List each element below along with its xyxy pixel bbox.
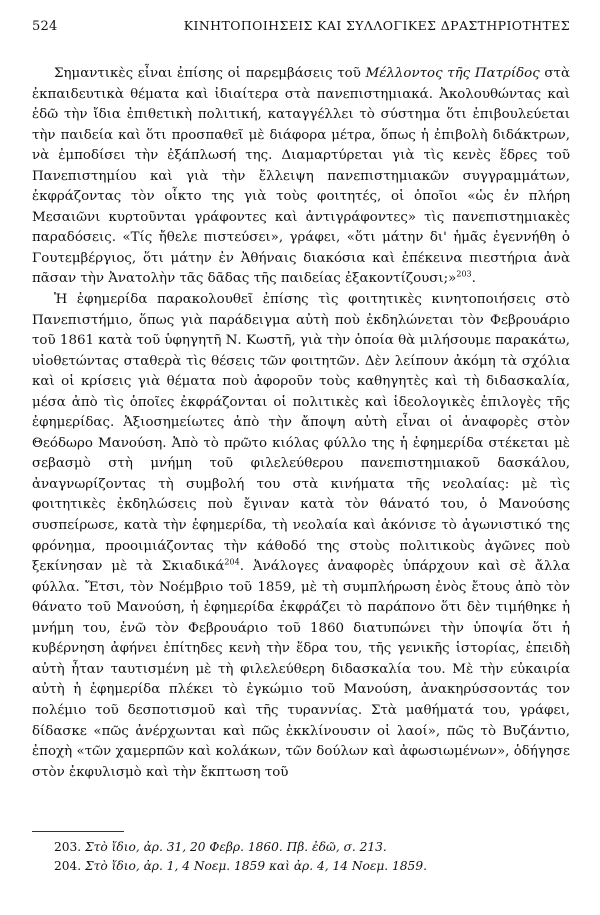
footnote-text: Στὸ ἴδιο, ἀρ. 1, 4 Νοεμ. 1859 καὶ ἀρ. 4, 14 Νοεμ. 1859. <box>85 859 427 873</box>
running-title: ΚΙΝΗΤΟΠΟΙΗΣΕΙΣ ΚΑΙ ΣΥΛΛΟΓΙΚΕΣ ΔΡΑΣΤΗΡΙΟΤΗΤΕΣ <box>183 18 570 33</box>
footnote-number: 203. <box>54 840 82 854</box>
footnote-ref-203: 203 <box>456 270 472 279</box>
footnote-number: 204. <box>54 859 82 873</box>
journal-title: Μέλλοντος τῆς Πατρίδος <box>365 66 540 81</box>
footnote-ref-204: 204 <box>224 557 240 567</box>
paragraph-1-text-c: . <box>471 271 476 287</box>
paragraph-1 <box>32 64 570 290</box>
paragraph-1-text-a: Σημαντικὲς εἶναι ἐπίσης οἱ παρεμβάσεις τοῦ <box>54 66 366 81</box>
footnote-text: Στὸ ἴδιο, ἀρ. 31, 20 Φεβρ. 1860. Πβ. ἐδῶ, σ. 213. <box>85 840 387 854</box>
footnotes <box>32 838 570 876</box>
running-header <box>32 18 570 34</box>
footnote-divider <box>32 831 124 832</box>
paragraph-2 <box>32 290 570 783</box>
footnote-203 <box>32 838 570 857</box>
main-text <box>32 64 570 783</box>
paragraph-1-text-b: στὰ ἐκπαιδευτικὰ θέματα καὶ ἰδιαίτερα στὰ πανεπιστημιακά. Ἀκολουθώντας καὶ ἐδῶ τὴν ἴδια ἐπιθετικὴ πολιτική, καταγγέλλει τὸ σύστημα ὅτι ἐπιβουλεύεται τὴν παιδεία καὶ ὅτι προσπαθεῖ μὲ διάφορα μέτρα, ὅπως ἡ ἐπιβολὴ διδάκτρων, νὰ ἐμποδίσει τὴν ἐξάπλωσή της. Διαμαρτύρεται γιὰ τὶς κενὲς ἕδρες τοῦ Πανεπιστημίου καὶ γιὰ τὴν ἔλλειψη πανεπιστημιακῶν συγγραμμάτων, ἐκφράζοντας τὸν οἶκτο της γιὰ τοὺς φοιτητές, οἱ ὁποῖοι «ὡς ἐν πλήρη Μεσαιῶνι κυρτοῦνται γράφοντες καὶ ἀντιγράφοντες» τὶς πανεπιστημιακὲς παραδόσεις. «Τίς ἤθελε πιστεύσει», γράφει, «ὅτι μάτην δι' ἡμᾶς ἐγεννήθη ὁ Γουτεμβέργιος, ὅτι μάτην ἐν Ἀθήναις διακόσια καὶ ἐπέκεινα πιεστήρια ἀνὰ πᾶσαν τὴν Ἀνατολὴν τᾶς δᾶδας τῆς παιδείας ἐξακοντίζουσι;» <box>32 66 570 287</box>
paragraph-2-text-a: Ἡ ἐφημερίδα παρακολουθεῖ ἐπίσης τὶς φοιτητικὲς κινητοποιήσεις στὸ Πανεπιστήμιο, ὅπως γιὰ παράδειγμα αὐτὴ ποὺ ἐκδηλώνεται τὸν Φεβρουάριο τοῦ 1861 κατὰ τοῦ ὑφηγητῆ Ν. Κωστῆ, γιὰ τὴν ὁποία θὰ μιλήσουμε παρακάτω, υἱοθετώντας σταθερὰ τὶς θέσεις τῶν φοιτητῶν. Δὲν λείπουν ἀκόμη τὰ σχόλια καὶ οἱ κρίσεις γιὰ θέματα ποὺ ἀφοροῦν τοὺς καθηγητὲς καὶ τὴ διδασκαλία, μέσα ἀπὸ τὶς ὁποῖες ἐκφράζονται οἱ πολιτικὲς καὶ ἰδεολογικὲς ἐπιλογὲς τῆς ἐφημερίδας. Ἀξιοσημείωτες ἀπὸ τὴν ἄποψη αὐτὴ εἶναι οἱ ἀναφορὲς στὸν Θεόδωρο Μανούση. Ἀπὸ τὸ πρῶτο κιόλας φύλλο της ἡ ἐφημερίδα στέκεται μὲ σεβασμὸ στὴ μνήμη τοῦ φιλελεύθερου πανεπιστημιακοῦ δασκάλου, ἀναγνωρίζοντας τὴ συμβολή του στὰ κινήματα τῆς νεολαίας: μὲ τὶς φοιτητικὲς ἐκδηλώσεις ποὺ ἔγιναν κατὰ τὸν θάνατό του, ὁ Μανούσης συσπείρωσε, κατὰ τὴν ἐφημερίδα, τὴ νεολαία καὶ ἀκόνισε τὸ ἀγωνιστικό της φρόνημα, προοιμιάζοντας τὴν κάθοδό της στοὺς πολιτικοὺς ἀγῶνες ποὺ ξεκίνησαν μὲ τὰ Σκιαδικά <box>32 292 570 575</box>
page-number: 524 <box>32 19 58 34</box>
footnote-204 <box>32 857 570 876</box>
paragraph-2-text-b: . Ἀνάλογες ἀναφορὲς ὑπάρχουν καὶ σὲ ἄλλα φύλλα. Ἔτσι, τὸν Νοέμβριο τοῦ 1859, μὲ τὴ συμπλήρωση ἑνὸς ἔτους ἀπὸ τὸν θάνατο τοῦ Μανούση, ἡ ἐφημερίδα ἐκφράζει τὸ παράπονο ὅτι δὲν τιμήθηκε ἡ μνήμη του, ἐνῶ τὸν Φεβρουάριο τοῦ 1860 διατυπώνει τὴν ὑποψία ὅτι ἡ κυβέρνηση ἀφήνει ἐπίτηδες κενὴ τὴν ἕδρα του, τῆς γενικῆς ἱστορίας, ἐπειδὴ αὐτὴ ἦταν ταυτισμένη μὲ τὴ φιλελεύθερη διδασκαλία του. Μὲ τὴν εὐκαιρία αὐτὴ ἡ ἐφημερίδα πλέκει τὸ ἐγκώμιο τοῦ Μανούση, ἀνακηρύσσοντάς τον πολέμιο τοῦ δεσποτισμοῦ καὶ τῆς τυραννίας. Στὰ μαθήματά του, γράφει, δίδασκε «πῶς ἀνέρχωνται καὶ πῶς ἐκκλίνουσιν οἱ λαοί», πῶς τὸ Βυζάντιο, ἐποχὴ «τῶν χαμερπῶν καὶ κολάκων, τῶν δούλων καὶ ἀφωσιωμένων», ὁδήγησε στὸν ἐκφυλισμὸ καὶ τὴν ἔκπτωση τοῦ <box>32 559 570 780</box>
